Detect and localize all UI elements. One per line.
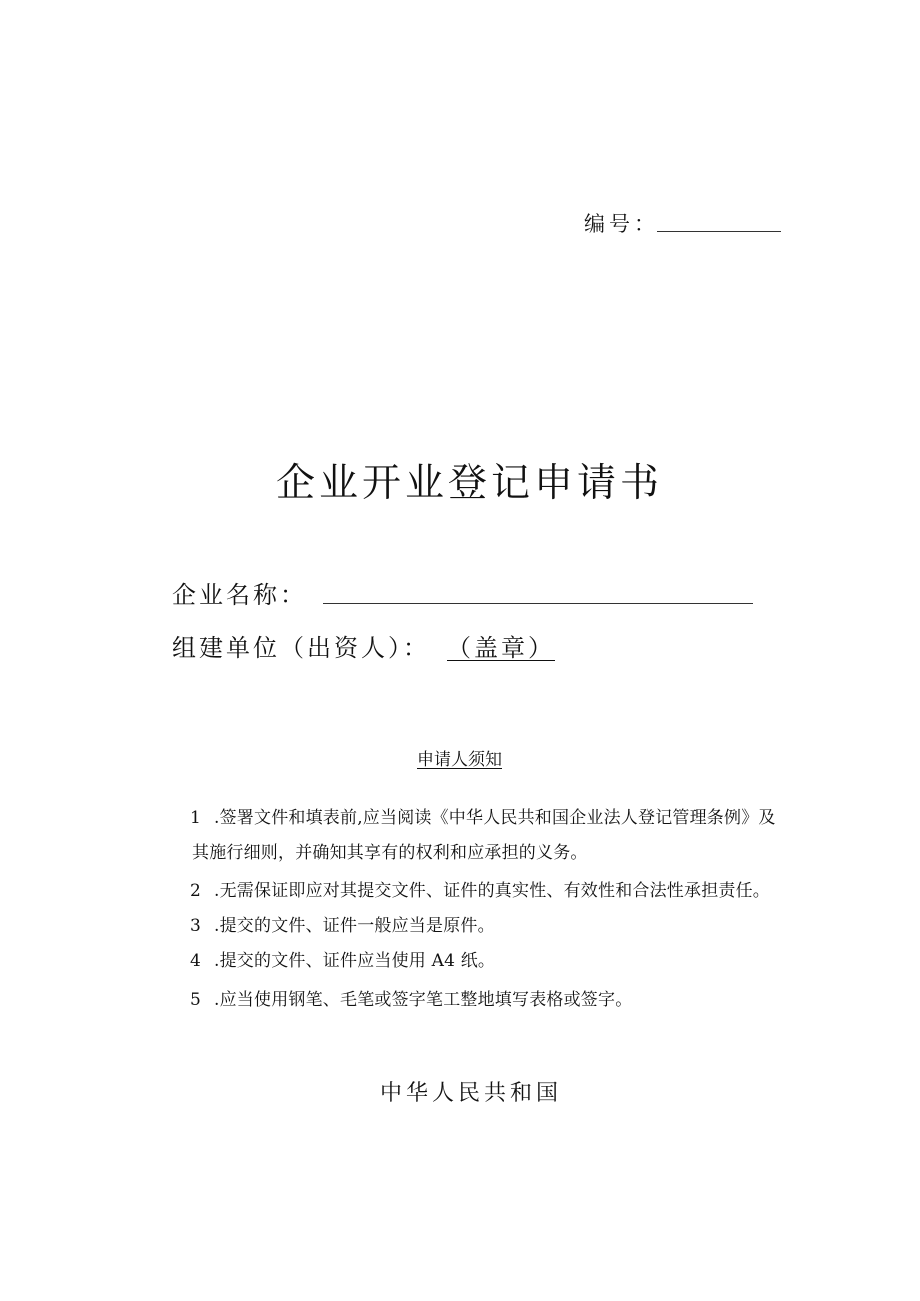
notice-item-number: 3 [190, 916, 202, 936]
notice-item-3 [190, 911, 495, 936]
company-name-label: 企业名称： [172, 581, 307, 609]
notice-heading: 申请人须知 [417, 750, 502, 770]
document-title: 企业开业登记申请书 [276, 461, 664, 506]
serial-number-label: 编号： [584, 212, 659, 236]
notice-item-1 [190, 803, 776, 828]
notice-item-2 [190, 876, 770, 901]
notice-item-number: 2 [190, 881, 202, 901]
seal-placeholder: （盖章） [447, 634, 555, 662]
company-name-field[interactable] [323, 603, 753, 604]
serial-number-field[interactable] [657, 231, 781, 232]
notice-item-5 [190, 985, 632, 1010]
notice-item-text: .应当使用钢笔、毛笔或签字笔工整地填写表格或签字。 [214, 990, 633, 1010]
notice-item-text: .提交的文件、证件应当使用 A4 纸。 [214, 951, 496, 971]
notice-item-number: 1 [190, 808, 202, 828]
notice-item-number: 4 [190, 951, 202, 971]
organizer-label: 组建单位（出资人）： [172, 634, 430, 662]
notice-item-text: .提交的文件、证件一般应当是原件。 [214, 916, 495, 936]
notice-item-text: .无需保证即应对其提交文件、证件的真实性、有效性和合法性承担责任。 [214, 881, 771, 901]
notice-item-text: .签署文件和填表前,应当阅读《中华人民共和国企业法人登记管理条例》及 [214, 808, 776, 828]
issuer-footer: 中华人民共和国 [380, 1081, 563, 1106]
notice-item-1-continuation: 其施行细则，并确知其享有的权利和应承担的义务。 [192, 843, 588, 863]
notice-item-number: 5 [190, 990, 202, 1010]
notice-item-4 [190, 946, 495, 971]
